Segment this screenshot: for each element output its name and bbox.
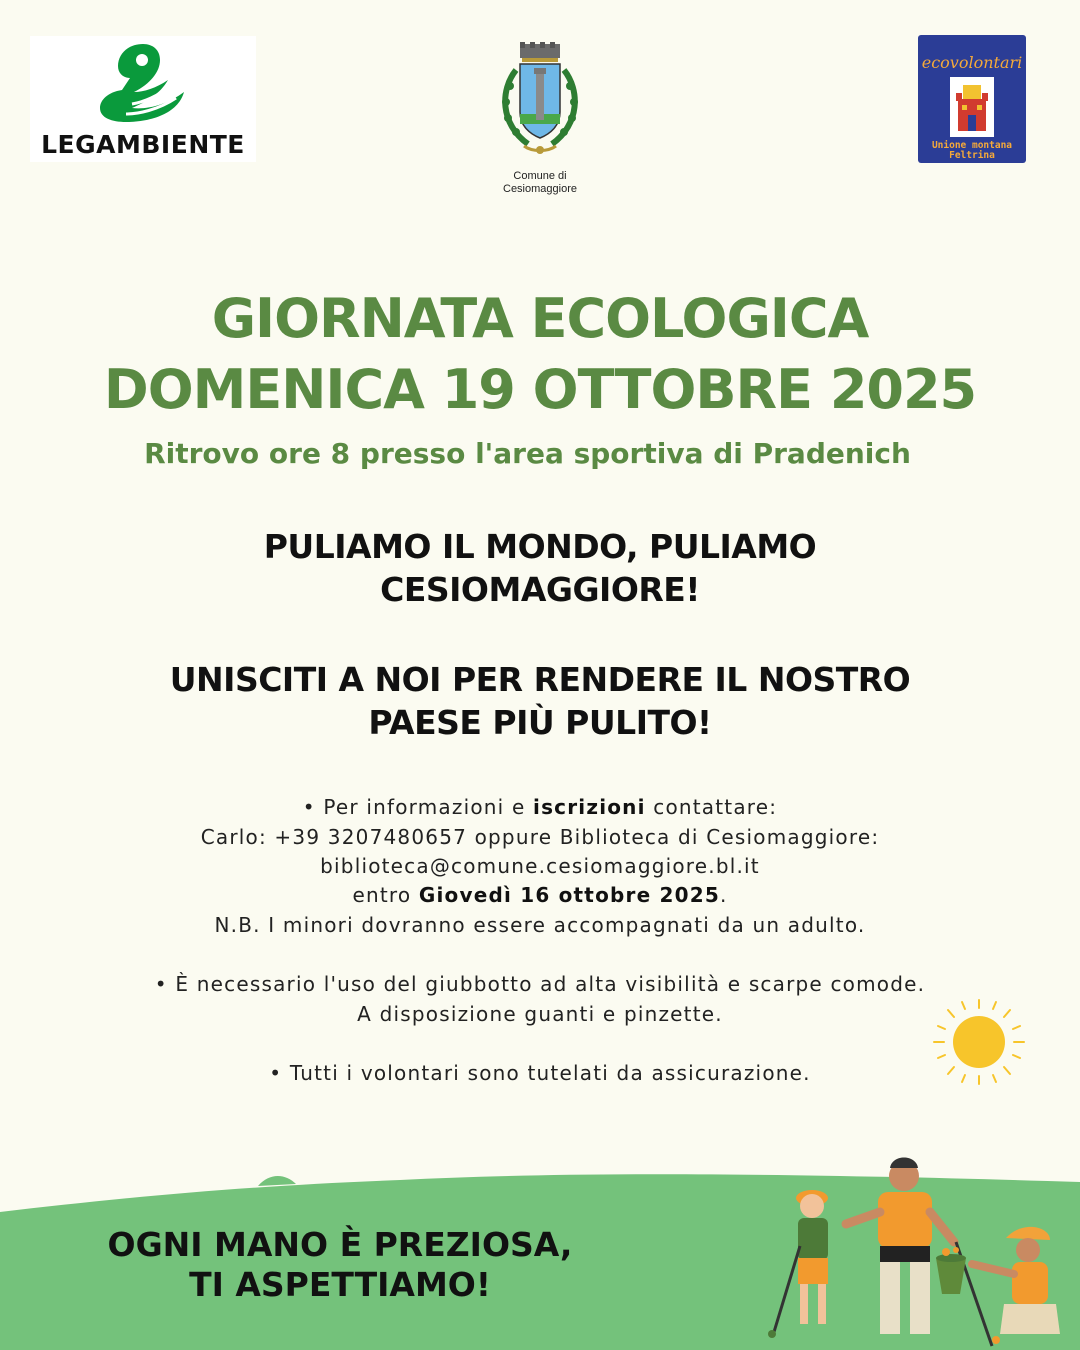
slogan-line-2: CESIOMAGGIORE! [380,570,700,609]
slogan-line-1: PULIAMO IL MONDO, PULIAMO [263,527,817,566]
comune-caption-line2: Cesiomaggiore [503,183,577,195]
info-deadline-date: Giovedì 16 ottobre 2025 [418,883,720,907]
info-equipment: • È necessario l'uso del giubbotto ad alta visibilità e scarpe comode. [154,972,926,996]
info-deadline-prefix: entro [352,883,419,907]
info-insurance: • Tutti i volontari sono tutelati da assicurazione. [269,1061,811,1085]
info-iscrizioni: iscrizioni [533,795,646,819]
ecovolontari-name: ecovolontari [921,53,1023,72]
legambiente-brand: LEGAMBIENTE [41,130,245,159]
slogan-line-4: PAESE PIÙ PULITO! [368,703,712,742]
info-gloves: A disposizione guanti e pinzette. [357,1002,723,1026]
ecovolontari-sub-line2: Feltrina [949,150,995,161]
closing-line-1: OGNI MANO È PREZIOSA, [107,1225,573,1264]
volunteers-illustration [760,1146,1070,1350]
ecovolontari-sub-line1: Unione montana [931,140,1013,151]
meeting-subtitle: Ritrovo ore 8 presso l'area sportiva di Pradenich [144,437,911,470]
info-minors-note: N.B. I minori dovranno essere accompagnati da un adulto. [214,913,866,937]
info-line-2: Carlo: +39 3207480657 oppure Biblioteca di Cesiomaggiore: [200,825,880,849]
title-line-2: DOMENICA 19 OTTOBRE 2025 [103,358,977,421]
title-line-1: GIORNATA ECOLOGICA [211,287,869,350]
info-deadline-end: . [719,883,728,907]
info-email: biblioteca@comune.cesiomaggiore.bl.it [320,854,760,878]
comune-caption-line1: Comune di [513,170,567,182]
closing-line-2: TI ASPETTIAMO! [189,1265,491,1304]
slogan-line-3: UNISCITI A NOI PER RENDERE IL NOSTRO [169,660,911,699]
info-line-1-end: contattare: [645,795,778,819]
info-line-1-text: • Per informazioni e [302,795,534,819]
